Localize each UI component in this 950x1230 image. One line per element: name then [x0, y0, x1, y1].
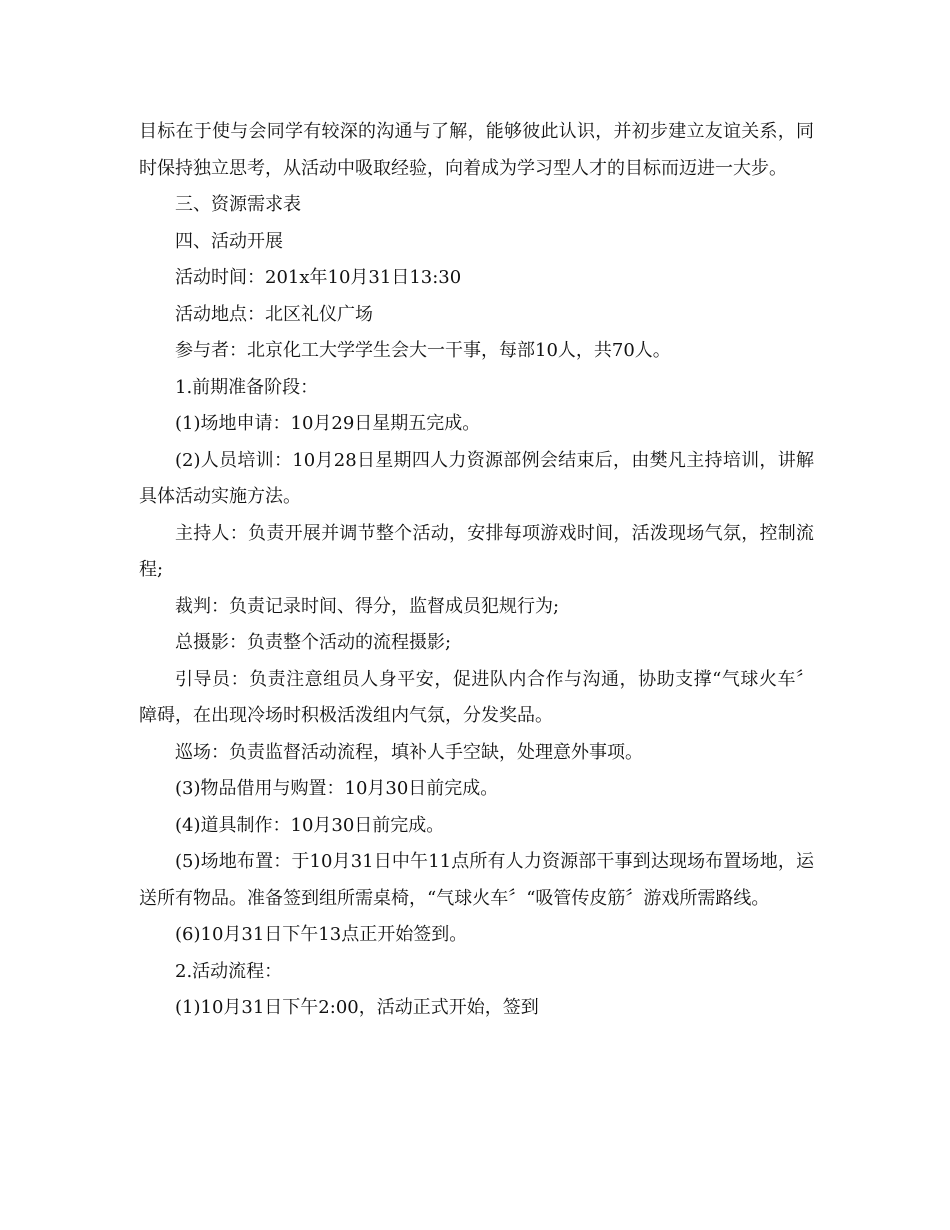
heading-resource-table: 三、资源需求表 [175, 194, 301, 215]
paragraph-activity-time: 活动时间：201x年10月31日13:30 [175, 267, 462, 288]
paragraph-patrol-role: 巡场：负责监督活动流程，填补人手空缺，处理意外事项。 [175, 741, 643, 763]
paragraph-host-role: 主持人：负责开展并调节整个活动，安排每项游戏时间，活泼现场气氛，控制流程; [139, 522, 814, 580]
heading-activity: 四、活动开展 [175, 230, 283, 252]
paragraph-participants: 参与者：北京化工大学学生会大一干事，每部10人，共70人。 [175, 340, 671, 361]
paragraph-referee-role: 裁判：负责记录时间、得分，监督成员犯规行为; [175, 595, 560, 617]
paragraph-staff-training: (2)人员培训：10月28日星期四人力资源部例会结束后，由樊凡主持培训，讲解具体活动实施方法。 [139, 449, 814, 507]
paragraph-venue-setup: (5)场地布置：于10月31日中午11点所有人力资源部干事到达现场布置场地，运送所有物品。准备签到组所需桌椅，“气球火车〞“吸管传皮筋〞游戏所需路线。 [139, 851, 814, 909]
heading-activity-process: 2.活动流程： [175, 960, 283, 982]
paragraph-venue-application: (1)场地申请：10月29日星期五完成。 [175, 413, 481, 434]
paragraph-activity-location: 活动地点：北区礼仪广场 [175, 303, 373, 325]
document-body [139, 114, 814, 1027]
paragraph-props-making: (4)道具制作：10月30日前完成。 [175, 814, 445, 836]
heading-preparation-stage: 1.前期准备阶段： [175, 376, 319, 398]
paragraph-photographer-role: 总摄影：负责整个活动的流程摄影; [175, 632, 452, 653]
paragraph-sign-in: (6)10月31日下午13点正开始签到。 [175, 924, 468, 945]
paragraph-guide-role: 引导员：负责注意组员人身平安，促进队内合作与沟通，协助支撑“气球火车〞障碍，在出现冷场时积极活泼组内气氛，分发奖品。 [139, 668, 814, 726]
paragraph-goal-continuation: 目标在于使与会同学有较深的沟通与了解，能够彼此认识，并初步建立友谊关系，同时保持独立思考，从活动中吸取经验，向着成为学习型人才的目标而迈进一大步。 [139, 121, 814, 179]
paragraph-process-start: (1)10月31日下午2:00，活动正式开始，签到 [175, 997, 539, 1018]
paragraph-item-purchase: (3)物品借用与购置：10月30日前完成。 [175, 778, 499, 799]
